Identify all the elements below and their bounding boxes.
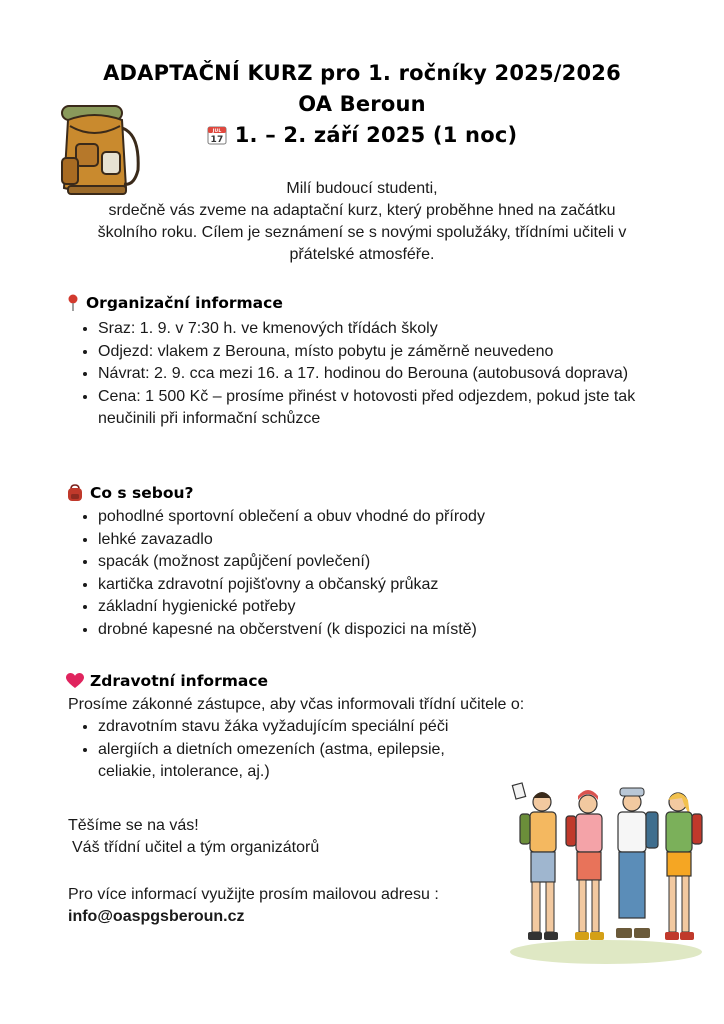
- list-item-line: celiakie, intolerance, aj.): [98, 763, 270, 780]
- pack-heading: [66, 484, 194, 502]
- pin-icon: [66, 294, 80, 312]
- title-block: [0, 58, 724, 151]
- list-item: • zdravotním stavu žáka vyžadujícím speciální péči: [98, 716, 698, 739]
- list-item: • Návrat: 2. 9. cca mezi 16. a 17. hodinou do Berouna (autobusová doprava): [98, 363, 683, 386]
- list-item: • Odjezd: vlakem z Berouna, místo pobytu je záměrně neuvedeno: [98, 341, 683, 364]
- list-item: • Sraz: 1. 9. v 7:30 h. ve kmenových třídách školy: [98, 318, 683, 341]
- list-item: • kartička zdravotní pojišťovny a občanský průkaz: [98, 574, 698, 597]
- contact-email[interactable]: info@oaspgsberoun.cz: [68, 908, 245, 925]
- intro-line-3: školního roku. Cílem je seznámení se s novými spolužáky, třídními učiteli v: [97, 224, 627, 241]
- health-heading-text: Zdravotní informace: [90, 672, 269, 690]
- calendar-month: JUL: [212, 129, 222, 134]
- title-date: 1. – 2. září 2025 (1 noc): [234, 123, 518, 147]
- backpack-icon: [66, 484, 84, 502]
- list-item: • základní hygienické potřeby: [98, 596, 698, 619]
- calendar-day: 17: [210, 135, 224, 145]
- list-item-line: alergiích a dietních omezeních (astma, epilepsie,: [98, 740, 445, 758]
- pack-list: [68, 506, 698, 641]
- heart-icon: [66, 673, 84, 689]
- intro-text: [70, 178, 654, 266]
- title-line-1: ADAPTAČNÍ KURZ pro 1. ročníky 2025/2026: [103, 61, 621, 85]
- health-lead: Prosíme zákonné zástupce, aby včas informovali třídní učitele o:: [68, 696, 525, 713]
- health-heading: [66, 672, 268, 690]
- list-item: • lehké zavazadlo: [98, 529, 698, 552]
- org-heading: [66, 294, 283, 312]
- closing-signature: Váš třídní učitel a tým organizátorů: [72, 839, 320, 856]
- list-item: • pohodlné sportovní oblečení a obuv vhodné do přírody: [98, 506, 698, 529]
- contact-lead: Pro více informací využijte prosím mailovou adresu :: [68, 886, 439, 903]
- calendar-icon: [207, 125, 227, 145]
- intro-line-4: přátelské atmosféře.: [289, 246, 435, 263]
- title-line-3: [0, 120, 724, 151]
- list-item: • drobné kapesné na občerstvení (k dispozici na místě): [98, 619, 698, 642]
- intro-line-2: srdečně vás zveme na adaptační kurz, který proběhne hned na začátku: [108, 202, 616, 219]
- closing-greeting: Těšíme se na vás!: [68, 817, 199, 834]
- list-item: • Cena: 1 500 Kč – prosíme přinést v hotovosti před odjezdem, pokud jste tak neučinili při informační schůzce: [98, 386, 683, 431]
- list-item: • spacák (možnost zapůjčení povlečení): [98, 551, 698, 574]
- org-list: [68, 318, 683, 431]
- hikers-illustration: [506, 776, 706, 966]
- title-line-2: OA Beroun: [298, 92, 426, 116]
- pack-heading-text: Co s sebou?: [90, 484, 194, 502]
- org-heading-text: Organizační informace: [86, 294, 283, 312]
- health-list: [68, 716, 698, 784]
- intro-greeting: Milí budoucí studenti,: [286, 180, 438, 197]
